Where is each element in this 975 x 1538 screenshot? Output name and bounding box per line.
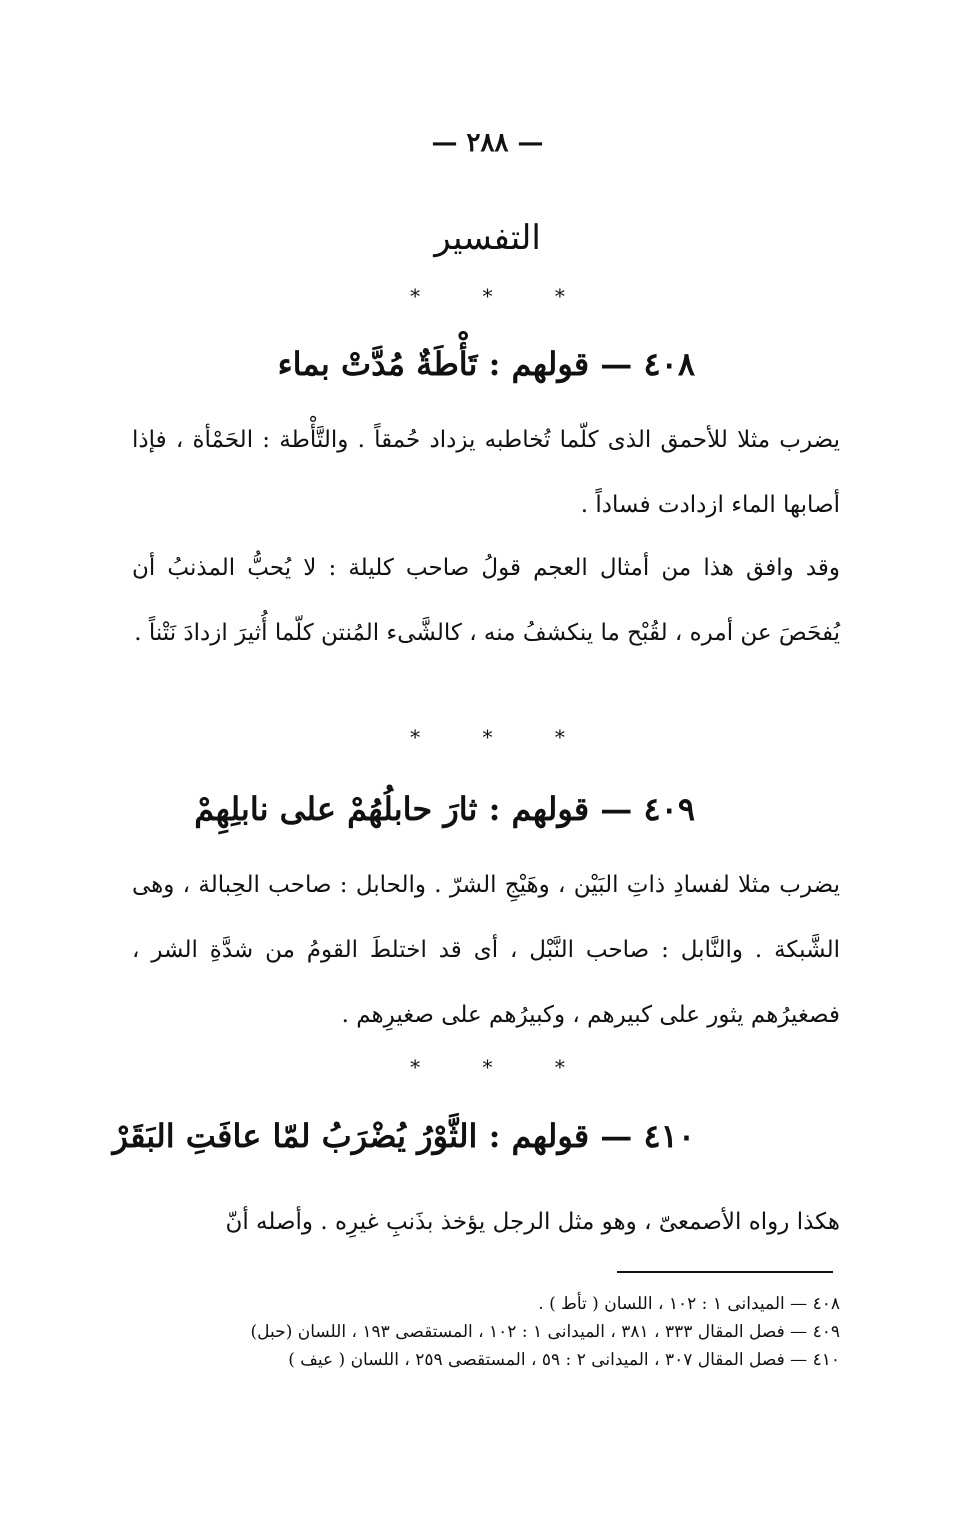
separator-stars: * * * xyxy=(410,725,593,749)
separator-stars: * * * xyxy=(410,1055,593,1079)
footnote-408: ٤٠٨ — الميدانى ١ : ١٠٢ ، اللسان ( تأط ) . xyxy=(538,1294,840,1314)
entry-heading-408: ٤٠٨ — قولهم : تَأْطَةٌ مُدَّتْ بماء xyxy=(277,345,695,383)
footnotes xyxy=(132,1290,840,1374)
section-title: التفسير xyxy=(434,218,541,258)
separator-stars: * * * xyxy=(410,284,593,308)
entry-heading-409: ٤٠٩ — قولهم : ثارَ حابلُهُمْ على نابلِهِمْ xyxy=(194,790,695,828)
footnote-409: ٤٠٩ — فصل المقال ٣٣٣ ، ٣٨١ ، الميدانى ١ : ١٠٢ ، المستقصى ١٩٣ ، اللسان (حبل) xyxy=(250,1322,840,1342)
entry-408-paragraph-2: وقد وافق هذا من أمثال العجم قولُ صاحب كليلة : لا يُحبُّ المذنبُ أن يُفحَصَ عن أمره ، لقُبْح ما ينكشفُ منه ، كالشَّىء المُنتن كلّما أُثيرَ ازدادَ نَتْناً . xyxy=(132,555,840,646)
entry-409-paragraph-1: يضرب مثلا لفسادِ ذاتِ البَيْن ، وهَيْجِ الشرّ . والحابل : صاحب الحِبالة ، وهى الشَّبكة . والنَّابل : صاحب النَّبْل ، أى قد اختلطَ القومُ من شدَّةِ الشر ، فصغيرُهم يثور على كبيرهم ، وكبيرُهم على صغيرِهم . xyxy=(132,872,840,1028)
page-number: — ٢٨٨ — xyxy=(431,128,544,158)
entry-410-paragraph-1: هكذا رواه الأصمعىّ ، وهو مثل الرجل يؤخذ بذَنبِ غيرِه . وأصله أنّ xyxy=(225,1209,840,1235)
footnote-rule xyxy=(617,1271,833,1273)
entry-heading-410: ٤١٠ — قولهم : الثَّوْرُ يُضْرَبُ لمّا عافَتِ البَقَرْ xyxy=(112,1117,695,1155)
footnote-410: ٤١٠ — فصل المقال ٣٠٧ ، الميدانى ٢ : ٥٩ ، المستقصى ٢٥٩ ، اللسان ( عيف ) xyxy=(288,1350,840,1370)
entry-408-paragraph-1: يضرب مثلا للأحمق الذى كلّما تُخاطبه يزداد حُمقاً . والتَّأْطة : الحَمْأة ، فإذا أصابها الماء ازدادت فساداً . xyxy=(132,427,840,518)
